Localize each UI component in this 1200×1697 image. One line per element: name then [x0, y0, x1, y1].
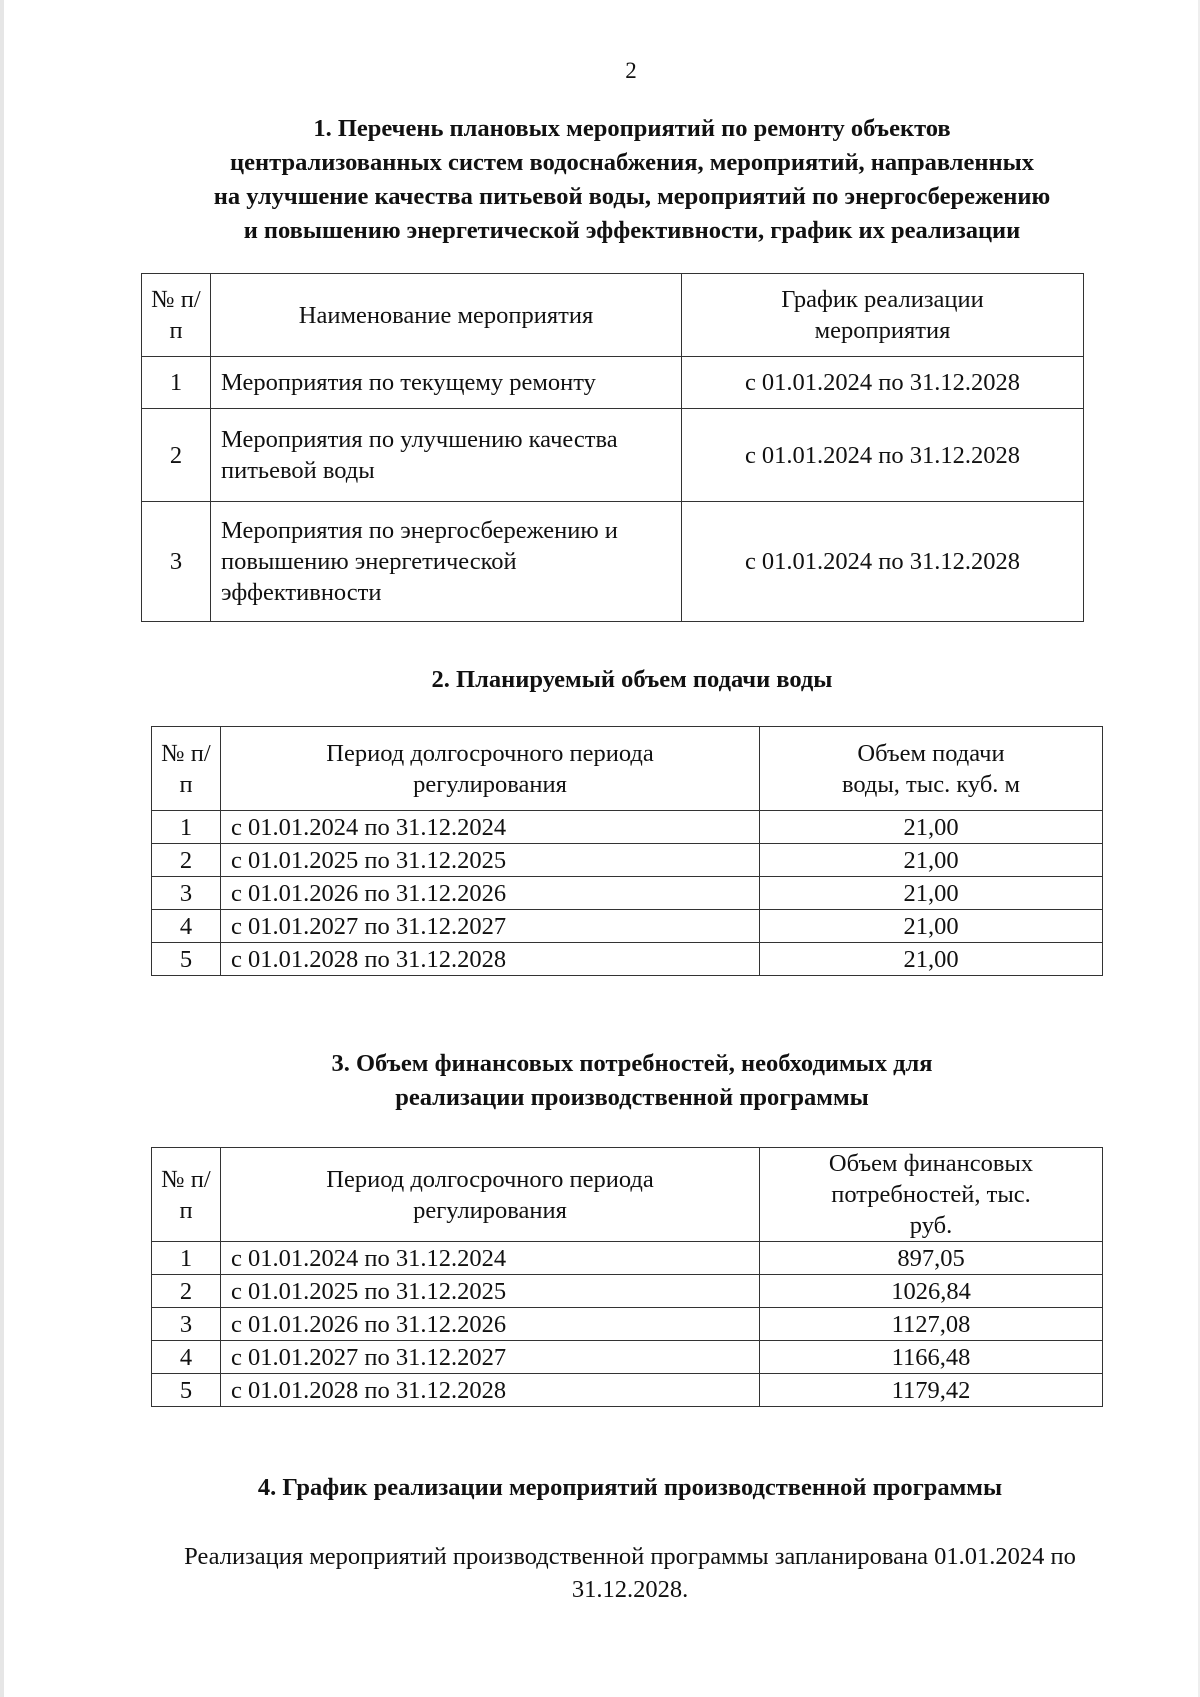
cell-finance: 897,05 — [760, 1242, 1103, 1275]
header-number: № п/п — [152, 1148, 221, 1242]
cell-period: с 01.01.2027 по 31.12.2027 — [221, 910, 760, 943]
cell-period: с 01.01.2024 по 31.12.2024 — [221, 1242, 760, 1275]
table-row — [152, 844, 1103, 877]
cell-name: Мероприятия по текущему ремонту — [211, 357, 682, 409]
cell-volume: 21,00 — [760, 877, 1103, 910]
table-row — [152, 811, 1103, 844]
table-row — [152, 1275, 1103, 1308]
cell-number: 2 — [152, 844, 221, 877]
cell-finance: 1026,84 — [760, 1275, 1103, 1308]
title-line: централизованных систем водоснабжения, мероприятий, направленных — [230, 149, 1034, 176]
table-header-row — [142, 274, 1084, 357]
water-volume-table — [151, 726, 1103, 976]
cell-number: 2 — [152, 1275, 221, 1308]
header-schedule: График реализации мероприятия — [682, 274, 1084, 357]
table-row — [142, 409, 1084, 502]
cell-period: с 01.01.2024 по 31.12.2024 — [221, 811, 760, 844]
table-row — [152, 877, 1103, 910]
cell-number: 3 — [152, 1308, 221, 1341]
table-row — [152, 910, 1103, 943]
cell-number: 5 — [152, 1374, 221, 1407]
cell-number: 4 — [152, 1341, 221, 1374]
section2-title: 2. Планируемый объем подачи воды — [431, 666, 833, 693]
cell-number: 1 — [142, 357, 211, 409]
cell-number: 5 — [152, 943, 221, 976]
table-row — [152, 1308, 1103, 1341]
header-period: Период долгосрочного периода регулирования — [221, 1148, 760, 1242]
header-number: № п/п — [152, 727, 221, 811]
page-number: 2 — [625, 58, 637, 83]
table-row — [142, 357, 1084, 409]
cell-number: 4 — [152, 910, 221, 943]
section4-title: 4. График реализации мероприятий производственной программы — [257, 1474, 1003, 1501]
cell-volume: 21,00 — [760, 811, 1103, 844]
cell-period: с 01.01.2028 по 31.12.2028 — [221, 943, 760, 976]
title-line: на улучшение качества питьевой воды, мероприятий по энергосбережению — [213, 183, 1051, 210]
cell-number: 3 — [142, 502, 211, 622]
table-header-row — [152, 727, 1103, 811]
header-volume: Объем подачи воды, тыс. куб. м — [760, 727, 1103, 811]
table-row — [152, 943, 1103, 976]
cell-volume: 21,00 — [760, 943, 1103, 976]
cell-period: с 01.01.2025 по 31.12.2025 — [221, 1275, 760, 1308]
header-period: Период долгосрочного периода регулирования — [221, 727, 760, 811]
title-line: и повышению энергетической эффективности, график их реализации — [243, 217, 1021, 244]
table-row — [152, 1374, 1103, 1407]
cell-schedule: с 01.01.2024 по 31.12.2028 — [682, 409, 1084, 502]
cell-finance: 1127,08 — [760, 1308, 1103, 1341]
cell-number: 1 — [152, 811, 221, 844]
cell-number: 3 — [152, 877, 221, 910]
section4-text: Реализация мероприятий производственной программы запланирована 01.01.2024 по 31.12.2028. — [184, 1543, 1076, 1603]
table-row — [152, 1242, 1103, 1275]
cell-period: с 01.01.2025 по 31.12.2025 — [221, 844, 760, 877]
table-header-row — [152, 1148, 1103, 1242]
title-line: 1. Перечень плановых мероприятий по ремонту объектов — [313, 115, 951, 142]
header-name: Наименование мероприятия — [211, 274, 682, 357]
title-line: реализации производственной программы — [395, 1084, 869, 1111]
header-finance: Объем финансовых потребностей, тыс. руб. — [760, 1148, 1103, 1242]
financial-needs-table — [151, 1147, 1103, 1407]
cell-finance: 1166,48 — [760, 1341, 1103, 1374]
scan-edge — [0, 0, 4, 1697]
cell-period: с 01.01.2028 по 31.12.2028 — [221, 1374, 760, 1407]
cell-finance: 1179,42 — [760, 1374, 1103, 1407]
activities-table — [141, 273, 1084, 622]
cell-schedule: с 01.01.2024 по 31.12.2028 — [682, 357, 1084, 409]
section3-title — [140, 1047, 1124, 1115]
cell-volume: 21,00 — [760, 844, 1103, 877]
cell-period: с 01.01.2027 по 31.12.2027 — [221, 1341, 760, 1374]
table-row — [152, 1341, 1103, 1374]
cell-number: 1 — [152, 1242, 221, 1275]
cell-volume: 21,00 — [760, 910, 1103, 943]
cell-schedule: с 01.01.2024 по 31.12.2028 — [682, 502, 1084, 622]
cell-number: 2 — [142, 409, 211, 502]
cell-period: с 01.01.2026 по 31.12.2026 — [221, 1308, 760, 1341]
title-line: 3. Объем финансовых потребностей, необходимых для — [331, 1050, 933, 1077]
cell-name: Мероприятия по энергосбережению и повышению энергетической эффективности — [211, 502, 682, 622]
section1-title — [140, 112, 1124, 248]
table-row — [142, 502, 1084, 622]
header-number: № п/п — [142, 274, 211, 357]
cell-period: с 01.01.2026 по 31.12.2026 — [221, 877, 760, 910]
cell-name: Мероприятия по улучшению качества питьевой воды — [211, 409, 682, 502]
